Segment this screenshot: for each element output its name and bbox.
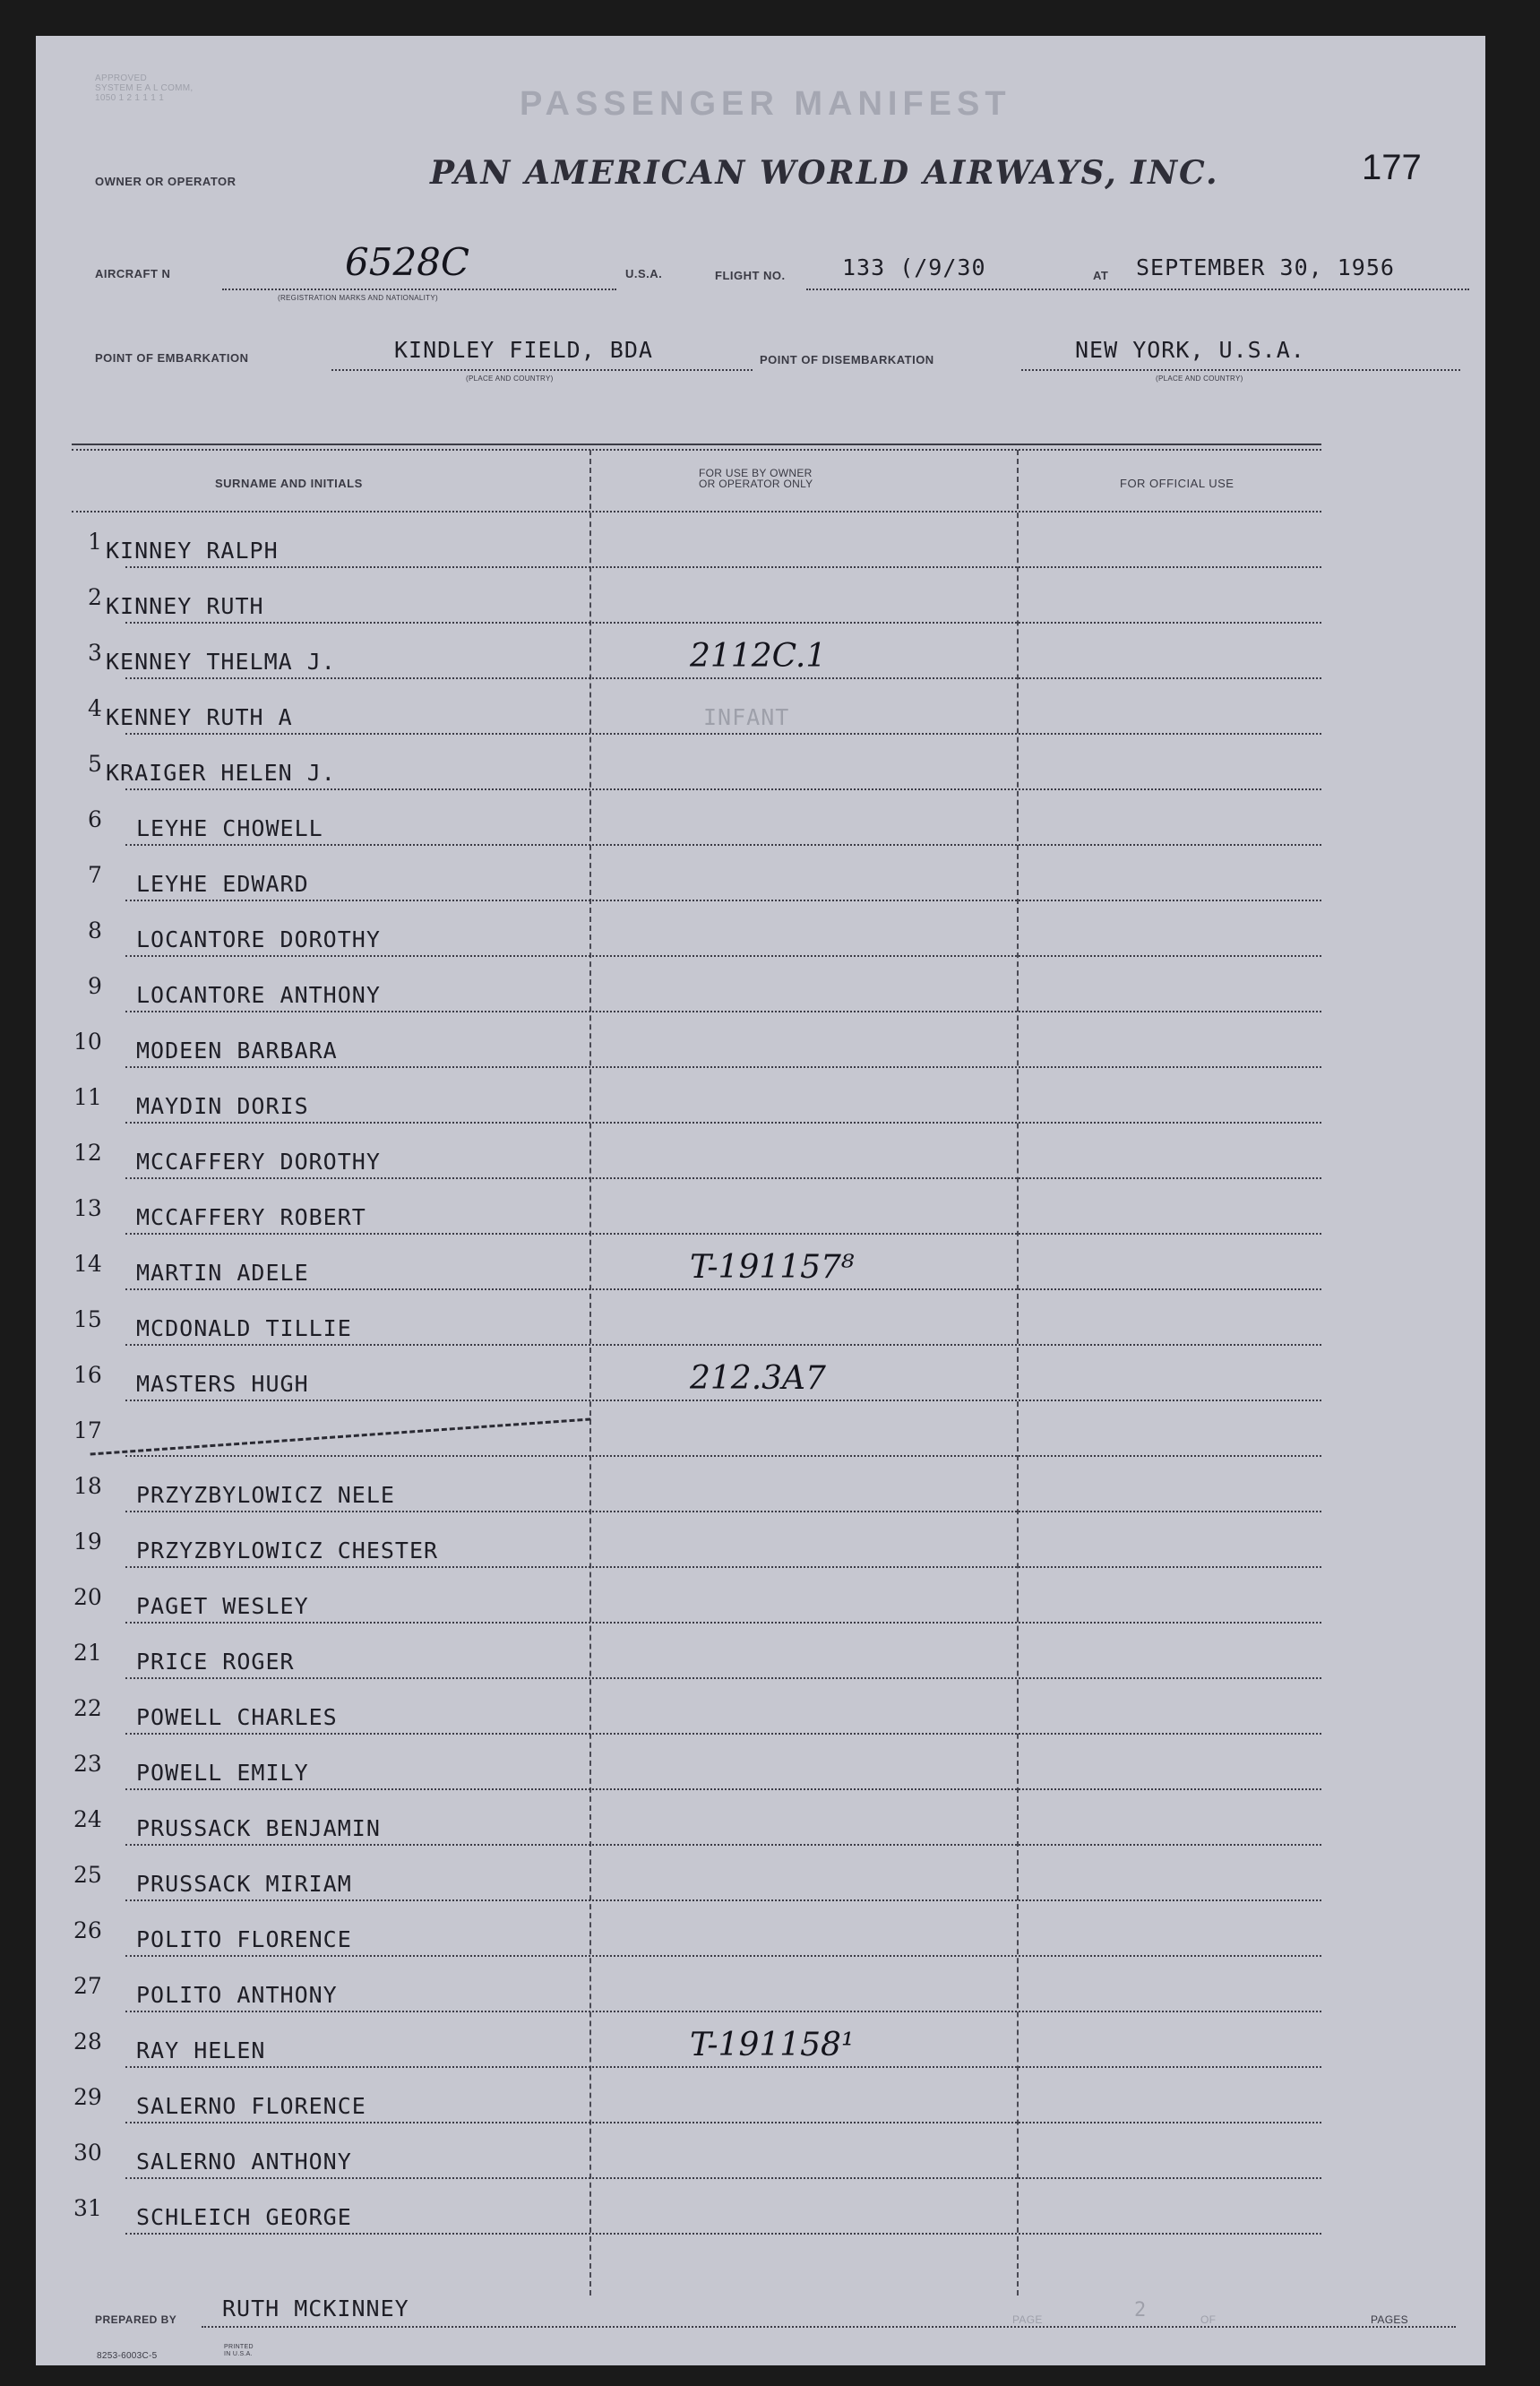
owner-value: PAN AMERICAN WORLD AIRWAYS, INC. [430,154,1219,192]
owner-note: T-191158¹ [690,2027,855,2063]
passenger-name: MCCAFFERY ROBERT [136,1204,366,1230]
row-number: 19 [73,1529,102,1555]
passenger-name: LOCANTORE DOROTHY [136,926,381,952]
disembark-sub: (PLACE AND COUNTRY) [1156,375,1243,383]
passenger-name: MCDONALD TILLIE [136,1315,352,1341]
row-number: 10 [73,1029,102,1055]
col-header-owner-use-line: OR OPERATOR ONLY [699,478,813,490]
passenger-name: MASTERS HUGH [136,1371,309,1397]
aircraft-sublabel: (REGISTRATION MARKS AND NATIONALITY) [278,294,438,302]
row-number: 1 [88,529,102,555]
prepared-label: PREPARED BY [95,2313,177,2326]
usa-label: U.S.A. [625,267,663,280]
passenger-name: SCHLEICH GEORGE [136,2204,352,2230]
row-rule [125,1344,1321,1346]
form-code: 8253-6003C-5 [97,2351,158,2361]
passenger-name: RAY HELEN [136,2037,266,2063]
embark-value: KINDLEY FIELD, BDA [394,337,653,363]
row-number: 30 [73,2140,102,2166]
passenger-name: POWELL EMILY [136,1760,309,1786]
aircraft-label: AIRCRAFT N [95,267,171,280]
row-number: 31 [73,2195,102,2221]
printed-mark: PRINTED IN U.S.A. [224,2344,254,2357]
row-rule [125,1066,1321,1068]
row-rule [125,955,1321,957]
passenger-name: PRZYZBYLOWICZ CHESTER [136,1538,439,1563]
passenger-name: KINNEY RALPH [106,538,279,564]
row-rule [125,1400,1321,1401]
row-number: 17 [73,1417,102,1443]
approval-line: SYSTEM E A L COMM, [95,83,194,93]
row-rule [125,622,1321,624]
row-number: 22 [73,1695,102,1721]
owner-note: INFANT [703,704,790,730]
row-number: 13 [73,1195,102,1221]
row-rule [125,1899,1321,1901]
page-value: 2 [1134,2299,1148,2321]
passenger-name: MAYDIN DORIS [136,1093,309,1119]
row-rule [125,1566,1321,1568]
disembark-underline [1021,369,1460,371]
passenger-name: POWELL CHARLES [136,1704,338,1730]
embark-underline [331,369,753,371]
passenger-name: PAGET WESLEY [136,1593,309,1619]
flight-underline [806,289,1469,290]
passenger-name: PRUSSACK MIRIAM [136,1871,352,1897]
row-number: 28 [73,2029,102,2054]
row-number: 26 [73,1917,102,1943]
row-rule [125,1955,1321,1957]
row-number: 21 [73,1640,102,1666]
row-rule [125,2177,1321,2179]
passenger-name: SALERNO FLORENCE [136,2093,366,2119]
row-number: 16 [73,1362,102,1388]
passenger-name: KINNEY RUTH [106,593,264,619]
of-label: OF [1200,2313,1217,2326]
passenger-name: POLITO FLORENCE [136,1926,352,1952]
passenger-name: LEYHE EDWARD [136,871,309,897]
col-header-owner-use-line: FOR USE BY OWNER [699,467,813,479]
struck-out-row [90,1417,591,1455]
row-rule [125,733,1321,735]
row-rule [125,1455,1321,1457]
row-rule [125,1177,1321,1179]
aircraft-value: 6528C [345,240,470,284]
row-rule [125,2011,1321,2012]
row-number: 5 [88,751,102,777]
row-rule [125,1844,1321,1846]
owner-note: 212.3A7 [690,1360,826,1397]
aircraft-underline [222,289,616,290]
row-number: 24 [73,1806,102,1832]
row-rule [125,1288,1321,1290]
embark-label: POINT OF EMBARKATION [95,351,249,365]
passenger-name: KRAIGER HELEN J. [106,760,336,786]
prepared-value: RUTH MCKINNEY [222,2296,409,2321]
row-rule [125,1122,1321,1124]
row-number: 15 [73,1306,102,1332]
row-number: 14 [73,1251,102,1277]
disembark-value: NEW YORK, U.S.A. [1075,337,1305,363]
row-number: 23 [73,1751,102,1777]
passenger-name: LOCANTORE ANTHONY [136,982,381,1008]
row-rule [125,1788,1321,1790]
passenger-name: PRICE ROGER [136,1649,295,1675]
row-number: 3 [88,640,102,666]
row-rule [125,2233,1321,2235]
column-divider-1 [589,450,591,2296]
passenger-name: PRUSSACK BENJAMIN [136,1815,381,1841]
row-rule [125,900,1321,901]
manifest-title: PASSENGER MANIFEST [520,85,1011,123]
passenger-name: MARTIN ADELE [136,1260,309,1286]
table-top-rule [72,444,1321,445]
passenger-name: LEYHE CHOWELL [136,815,323,841]
row-number: 2 [88,584,102,610]
row-rule [125,1233,1321,1235]
row-rule [125,1511,1321,1512]
row-number: 6 [88,806,102,832]
row-number: 7 [88,862,102,888]
row-number: 11 [73,1084,102,1110]
row-rule [125,566,1321,568]
row-rule [125,1622,1321,1624]
at-label: AT [1093,269,1109,282]
row-rule [125,1733,1321,1735]
column-divider-2 [1017,450,1019,2296]
date-value: SEPTEMBER 30, 1956 [1136,254,1395,280]
col-header-owner-use [699,468,813,489]
row-number: 18 [73,1473,102,1499]
row-number: 20 [73,1584,102,1610]
row-rule [125,1011,1321,1012]
row-rule [125,1677,1321,1679]
owner-note: T-191157⁸ [690,1249,855,1286]
passenger-name: SALERNO ANTHONY [136,2149,352,2175]
passenger-name: KENNEY RUTH A [106,704,293,730]
row-number: 27 [73,1973,102,1999]
embark-sub: (PLACE AND COUNTRY) [466,375,554,383]
col-header-official: FOR OFFICIAL USE [1120,477,1235,490]
footer-underline [202,2326,1456,2328]
flight-label: FLIGHT NO. [715,269,786,282]
approval-line: APPROVED [95,73,147,83]
approval-stamp [95,73,194,103]
flight-value: 133 (/9/30 [842,254,986,280]
table-header-rule [72,511,1321,513]
col-header-surname: SURNAME AND INITIALS [215,477,363,490]
row-number: 25 [73,1862,102,1888]
table-top-rule-2 [72,449,1321,451]
passenger-name: KENNEY THELMA J. [106,649,336,675]
row-number: 12 [73,1140,102,1166]
manifest-page [36,36,1485,2365]
passenger-name: PRZYZBYLOWICZ NELE [136,1482,395,1508]
row-rule [125,844,1321,846]
row-number: 29 [73,2084,102,2110]
passenger-name: MODEEN BARBARA [136,1038,338,1064]
disembark-label: POINT OF DISEMBARKATION [760,353,934,366]
row-rule [125,2066,1321,2068]
owner-note: 2112C.1 [690,638,827,675]
row-number: 9 [88,973,102,999]
row-number: 8 [88,917,102,943]
row-number: 4 [88,695,102,721]
owner-label: OWNER OR OPERATOR [95,175,237,188]
approval-line: 1050 1 2 1 1 1 1 [95,93,165,103]
row-rule [125,788,1321,790]
row-rule [125,2122,1321,2123]
page-number: 177 [1362,148,1422,187]
passenger-name: POLITO ANTHONY [136,1982,338,2008]
page-label: PAGE [1012,2313,1043,2326]
pages-label: PAGES [1371,2313,1408,2326]
passenger-name: MCCAFFERY DOROTHY [136,1149,381,1175]
row-rule [125,677,1321,679]
